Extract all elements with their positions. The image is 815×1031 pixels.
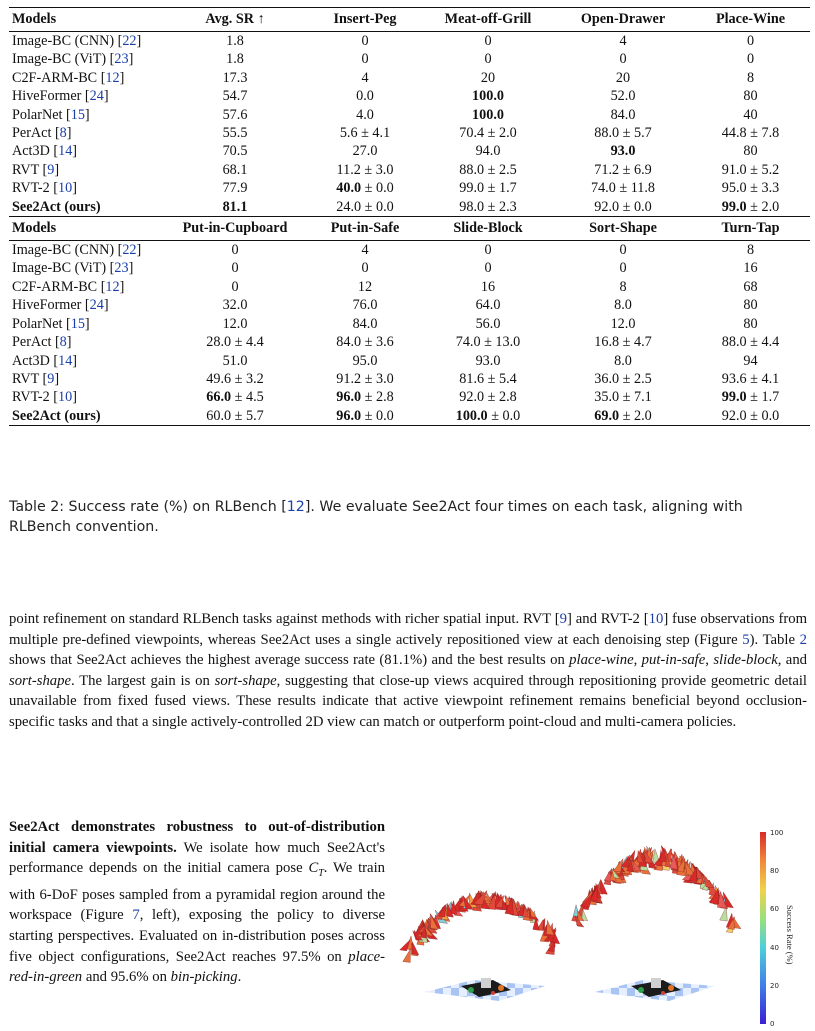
table-row (9, 32, 810, 51)
value-cell: 81.6 ± 5.4 (459, 370, 517, 387)
header-cell: Sort-Shape (555, 217, 691, 241)
value-cell: 4 (361, 69, 369, 86)
value-cell: 17.3 (222, 69, 248, 86)
value-cell: 77.9 (222, 180, 248, 197)
value-cell: 88.0 ± 2.5 (459, 161, 517, 178)
value-cell: 100.0 (472, 88, 504, 105)
header-cell: Slide-Block (421, 217, 555, 241)
model-name-cell: Image-BC (CNN) [22] (12, 242, 142, 259)
value-cell: 12.0 (222, 315, 248, 332)
table-row (9, 259, 810, 277)
value-cell: 68.1 (222, 161, 248, 178)
value-cell: 8 (746, 69, 755, 86)
value-cell: 80 (743, 143, 758, 160)
value-cell: 0 (619, 242, 627, 259)
value-cell: 4 (361, 242, 369, 259)
colorbar (760, 829, 783, 1028)
model-name-cell: C2F-ARM-BC [12] (12, 278, 125, 295)
value-cell: 24.0 ± 0.0 (336, 198, 394, 215)
value-cell: 68 (743, 278, 758, 295)
value-cell: 99.0 ± 2.0 (721, 198, 780, 215)
value-cell: 0 (619, 260, 627, 277)
colorbar-tick: 40 (770, 944, 779, 952)
camera-pose-cloud-left (400, 890, 560, 962)
header-cell: Insert-Peg (309, 8, 421, 32)
colorbar-tick: 0 (770, 1020, 775, 1028)
table-row (9, 179, 810, 197)
value-cell: 20 (615, 69, 631, 86)
workspace-left (425, 978, 545, 1001)
model-name-cell: See2Act (ours) (9, 407, 161, 426)
table-row (9, 278, 810, 296)
table-row (9, 124, 810, 142)
value-cell: 93.0 (475, 352, 501, 369)
value-cell: 12.0 (610, 315, 636, 332)
value-cell: 99.0 ± 1.7 (721, 389, 780, 406)
value-cell: 66.0 ± 4.5 (206, 389, 264, 406)
table-body-block-1 (9, 32, 810, 217)
value-cell: 35.0 ± 7.1 (594, 389, 652, 406)
value-cell: 32.0 (222, 297, 248, 314)
workspace-right (595, 978, 715, 1001)
value-cell: 0 (619, 51, 627, 68)
value-cell: 0 (361, 51, 369, 68)
value-cell: 54.7 (222, 88, 248, 105)
table-row (9, 315, 810, 333)
value-cell: 74.0 ± 11.8 (590, 180, 655, 197)
value-cell: 92.0 ± 0.0 (691, 407, 810, 426)
value-cell: 1.8 (226, 51, 244, 68)
table-row (9, 296, 810, 314)
value-cell: 36.0 ± 2.5 (594, 370, 652, 387)
table-row (9, 241, 810, 260)
value-cell: 84.0 ± 3.6 (336, 334, 394, 351)
value-cell: 8.0 (614, 297, 632, 314)
value-cell: 76.0 (352, 297, 378, 314)
camera-pose-cone (546, 920, 554, 935)
table-row (9, 407, 810, 426)
colorbar-tick: 60 (770, 905, 779, 913)
model-name-cell: Image-BC (ViT) [23] (12, 51, 134, 68)
model-name-cell: HiveFormer [24] (12, 297, 109, 314)
value-cell: 27.0 (352, 143, 378, 160)
value-cell: 0 (231, 278, 239, 295)
value-cell: 91.2 ± 3.0 (336, 370, 394, 387)
header-cell: Meat-off-Grill (421, 8, 555, 32)
value-cell: 99.0 ± 1.7 (459, 180, 517, 197)
model-name-cell: Image-BC (ViT) [23] (12, 260, 134, 277)
value-cell: 40.0 ± 0.0 (336, 180, 394, 197)
value-cell: 0 (484, 242, 492, 259)
value-cell: 93.6 ± 4.1 (721, 370, 780, 387)
header-cell: Put-in-Safe (309, 217, 421, 241)
model-name-cell: PerAct [8] (12, 125, 72, 142)
value-cell: 80 (743, 88, 758, 105)
header-cell: Open-Drawer (555, 8, 691, 32)
value-cell: 8 (619, 278, 627, 295)
value-cell: 84.0 (610, 106, 636, 123)
value-cell: 57.6 (222, 106, 248, 123)
value-cell: 16 (480, 278, 496, 295)
value-cell: 12 (357, 278, 373, 295)
value-cell: 95.0 (352, 352, 378, 369)
table-header-row-1 (9, 8, 810, 32)
camera-pose-cone (439, 905, 446, 917)
value-cell: 96.0 ± 2.8 (336, 389, 394, 406)
header-cell: Models (9, 8, 161, 32)
value-cell: 0 (361, 33, 369, 49)
value-cell: 100.0 ± 0.0 (421, 407, 555, 426)
table-row (9, 352, 810, 370)
model-name-cell: RVT [9] (12, 161, 60, 178)
model-name-cell: See2Act (ours) (12, 198, 101, 215)
value-cell: 60.0 ± 5.7 (161, 407, 309, 426)
camera-pose-cone (733, 917, 741, 929)
model-name-cell: C2F-ARM-BC [12] (12, 69, 125, 86)
value-cell: 92.0 ± 2.8 (459, 389, 517, 406)
value-cell: 8.0 (614, 352, 632, 369)
header-cell: Avg. SR ↑ (161, 8, 309, 32)
value-cell: 0 (484, 260, 492, 277)
table-body-block-2 (9, 241, 810, 426)
table-row (9, 142, 810, 160)
value-cell: 0 (361, 260, 369, 277)
model-name-cell: Act3D [14] (12, 352, 78, 369)
value-cell: 92.0 ± 0.0 (594, 198, 652, 215)
table-header-row-2 (9, 217, 810, 241)
table-row (9, 87, 810, 105)
table-row (9, 388, 810, 406)
colorbar-tick: 100 (770, 829, 784, 837)
value-cell: 0 (231, 242, 239, 259)
table-row (9, 198, 810, 217)
value-cell: 64.0 (475, 297, 501, 314)
value-cell: 0.0 (356, 88, 374, 105)
table-row (9, 69, 810, 87)
value-cell: 11.2 ± 3.0 (336, 161, 394, 178)
body-paragraph-1: point refinement on standard RLBench tasks against methods with richer spatial input. RVT [9] and RVT-2 [10] fuse observations from multiple pre-defined viewpoints, whereas See2Act uses a single actively repositioned view at each denoising step (Figure 5). Table 2 shows that See2Act achieves the highest average success rate (81.1%) and the best results on place-wine, put-in-safe, slide-block, and sort-shape. The largest gain is on sort-shape, suggesting that close-up views acquired through repositioning provide geometric detail unavailable from fixed fused views. These results indicate that active viewpoint refinement remains beneficial beyond occlusion-specific tasks and that a single actively-controlled 2D view can match or outperform point-cloud and multi-camera policies. (9, 611, 808, 730)
value-cell: 71.2 ± 6.9 (594, 161, 652, 178)
table-row (9, 50, 810, 68)
model-name-cell: RVT-2 [10] (12, 180, 77, 197)
value-cell: 74.0 ± 13.0 (455, 334, 521, 351)
value-cell: 49.6 ± 3.2 (206, 370, 264, 387)
model-name-cell: RVT [9] (12, 370, 60, 387)
value-cell: 16.8 ± 4.7 (594, 334, 652, 351)
value-cell: 0 (484, 51, 492, 68)
value-cell: 4.0 (356, 106, 374, 123)
header-cell: Place-Wine (691, 8, 810, 32)
value-cell: 94.0 (475, 143, 501, 160)
model-name-cell: PerAct [8] (12, 334, 72, 351)
model-name-cell: HiveFormer [24] (12, 88, 109, 105)
table-row (9, 333, 810, 351)
value-cell: 5.6 ± 4.1 (339, 125, 391, 142)
model-name-cell: RVT-2 [10] (12, 389, 77, 406)
colorbar-tick: 20 (770, 982, 779, 990)
model-name-cell: PolarNet [15] (12, 315, 90, 332)
table-row (9, 161, 810, 179)
model-name-cell: Image-BC (CNN) [22] (12, 33, 142, 49)
value-cell: 70.5 (222, 143, 248, 160)
value-cell: 52.0 (610, 88, 636, 105)
header-cell: Models (9, 217, 161, 241)
colorbar-title: Success Rate (%) (785, 905, 795, 965)
header-cell: Put-in-Cupboard (161, 217, 309, 241)
model-name-cell: PolarNet [15] (12, 106, 90, 123)
body-paragraph-2: See2Act demonstrates robustness to out-of-distribution initial camera viewpoints. We isolate how much See2Act's performance depends on the initial camera pose $C_T$. We train with 6-DoF poses sampled from a pyramidal region around the workspace (Figure 7, left), exposing the policy to diverse starting perspectives. Evaluated on in-distribution poses across five object configurations, See2Act reaches 97.5% on place-red-in-green and 95.6% on bin-picking. (9, 819, 386, 986)
value-cell: 0 (484, 33, 492, 49)
value-cell: 81.1 (222, 198, 248, 215)
model-name-cell: Act3D [14] (12, 143, 78, 160)
value-cell: 96.0 ± 0.0 (309, 407, 421, 426)
value-cell: 91.0 ± 5.2 (721, 161, 780, 178)
value-cell: 70.4 ± 2.0 (459, 125, 517, 142)
table-row (9, 106, 810, 124)
value-cell: 0 (746, 33, 755, 49)
value-cell: 51.0 (222, 352, 248, 369)
value-cell: 44.8 ± 7.8 (721, 125, 780, 142)
header-cell: Turn-Tap (691, 217, 810, 241)
value-cell: 40 (743, 106, 758, 123)
table-caption: Table 2: Success rate (%) on RLBench [12]. We evaluate See2Act four times on each task, aligning with RLBench convention. (9, 499, 743, 535)
value-cell: 4 (619, 33, 627, 49)
value-cell: 93.0 (610, 143, 636, 160)
value-cell: 100.0 (472, 106, 504, 123)
value-cell: 80 (743, 315, 758, 332)
camera-pose-cone (720, 907, 728, 921)
value-cell: 0 (231, 260, 239, 277)
value-cell: 20 (480, 69, 496, 86)
value-cell: 28.0 ± 4.4 (206, 334, 264, 351)
value-cell: 94 (743, 352, 758, 369)
value-cell: 16 (743, 260, 758, 277)
value-cell: 98.0 ± 2.3 (459, 198, 517, 215)
camera-pose-cloud-right (572, 846, 741, 933)
value-cell: 1.8 (226, 33, 244, 49)
value-cell: 84.0 (352, 315, 378, 332)
table-row (9, 370, 810, 388)
value-cell: 55.5 (222, 125, 248, 142)
value-cell: 80 (743, 297, 758, 314)
value-cell: 0 (746, 51, 755, 68)
value-cell: 56.0 (475, 315, 501, 332)
value-cell: 69.0 ± 2.0 (555, 407, 691, 426)
viewpoint-success-figure (395, 820, 810, 1030)
value-cell: 88.0 ± 4.4 (721, 334, 780, 351)
value-cell: 8 (746, 242, 755, 259)
value-cell: 88.0 ± 5.7 (594, 125, 652, 142)
results-table (9, 7, 810, 426)
colorbar-tick: 80 (770, 867, 779, 875)
value-cell: 95.0 ± 3.3 (721, 180, 780, 197)
